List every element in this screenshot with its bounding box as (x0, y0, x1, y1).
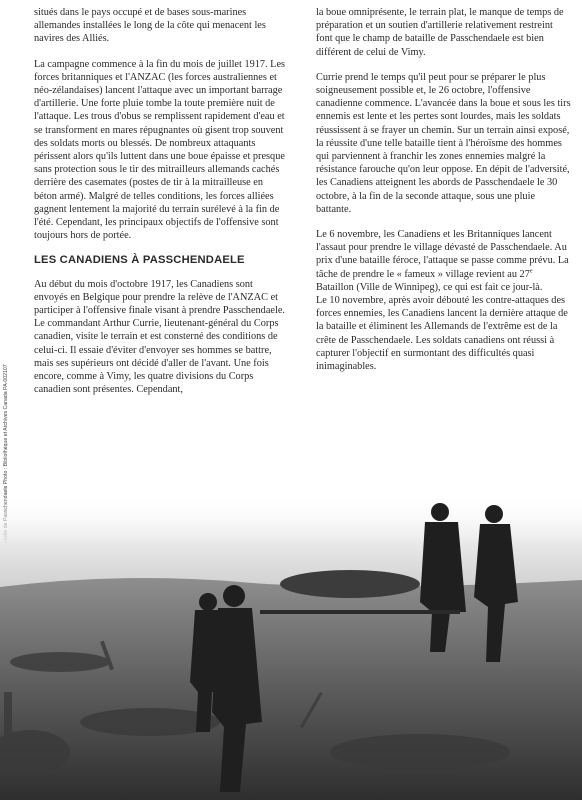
right-paragraph-2: Currie prend le temps qu'il peut pour se préparer le plus soigneusement possible et, le 26 octobre, l'offensive canadienne commence. L'avancée dans la boue et sous les tirs ennemis est lente et les pertes sont lourdes, mais les soldats réussissent à se frayer un chemin. Sur un terrain ainsi exposé, la réussite d'une telle bataille tient à l'héroïsme des hommes qui parviennent à franchir les zones ennemies malgré la résistance farouche qu'on leur oppose. En dépit de l'adversité, les Canadiens atteignent les abords de Passchendaele le 30 octobre, à la fin de la seconde attaque, sous une pluie battante. (316, 71, 571, 215)
ordinal-superscript: e (529, 268, 533, 275)
right-paragraph-3-start: Le 6 novembre, les Canadiens et les Britanniques lancent l'assaut pour prendre le village dévasté de Passchendaele. Au prix d'une bataille féroce, l'attaque se passe comme prévu. La tâche de prendre le « fameux » village revient au 27 (316, 229, 569, 280)
left-paragraph-3: Au début du mois d'octobre 1917, les Canadiens sont envoyés en Belgique pour prendre la relève de l'ANZAC et participer à l'offensive finale visant à prendre Passchendaele. Le commandant Arthur Currie, lieutenant-général du Corps canadien, visite le terrain et est consterné des conditions de celui-ci. Il essaie d'éviter d'envoyer ses hommes se battre, mais ses supérieurs ont décidé d'aller de l'avant. Une fois encore, comme à Vimy, les quatre divisions du Corps canadien sont présentes. Cependant, (34, 278, 285, 396)
left-column (34, 6, 286, 408)
right-paragraph-3 (316, 228, 572, 294)
right-paragraph-1: la boue omniprésente, le terrain plat, le manque de temps de préparation et un soutien d'artillerie relativement restreint font que le champ de bataille de Passchendaele est bien différent de celui de Vimy. (316, 7, 564, 58)
left-paragraph-1: situés dans le pays occupé et de bases sous-marines allemandes installées le long de la côte qui menacent les navires des Alliés. (34, 7, 266, 45)
right-column (316, 6, 572, 385)
right-paragraph-4: Le 10 novembre, après avoir débouté les contre-attaques des forces ennemies, les Canadiens lancent la dernière attaque de la bataille et éliminent les Allemands de l'extrême est de la crête de Passchendaele. Les soldats canadiens ont réussi à capturer l'objectif en surmontant des difficultés quasi inimaginables. (316, 295, 568, 373)
section-heading: LES CANADIENS À PASSCHENDAELE (34, 254, 245, 267)
left-paragraph-2: La campagne commence à la fin du mois de juillet 1917. Les forces britanniques et l'ANZAC (les forces australiennes et néo-zélandaises) lancent l'attaque avec un important barrage d'artillerie. Une forte pluie tombe la toute première nuit de l'attaque. Les trous d'obus se remplissent rapidement d'eau et se transforment en mares répugnantes où gisent trop souvent des soldats morts ou blessés. De nombreux attaquants périssent alors qu'ils luttent dans une boue épaisse et presque sans protection sous le tir des mitrailleurs allemands cachés derrière des casemates (postes de tir à la mitrailleuse en béton armé). Malgré de telles conditions, les forces alliées gagnent lentement la majorité du terrain surélevé à la fin de l'été. Cependant, les principaux objectifs de l'offensive sont toujours hors de portée. (34, 58, 286, 242)
battlefield-photo (0, 492, 582, 800)
right-paragraph-3-end: Bataillon (Ville de Winnipeg), ce qui est fait ce jour-là. (316, 281, 543, 293)
